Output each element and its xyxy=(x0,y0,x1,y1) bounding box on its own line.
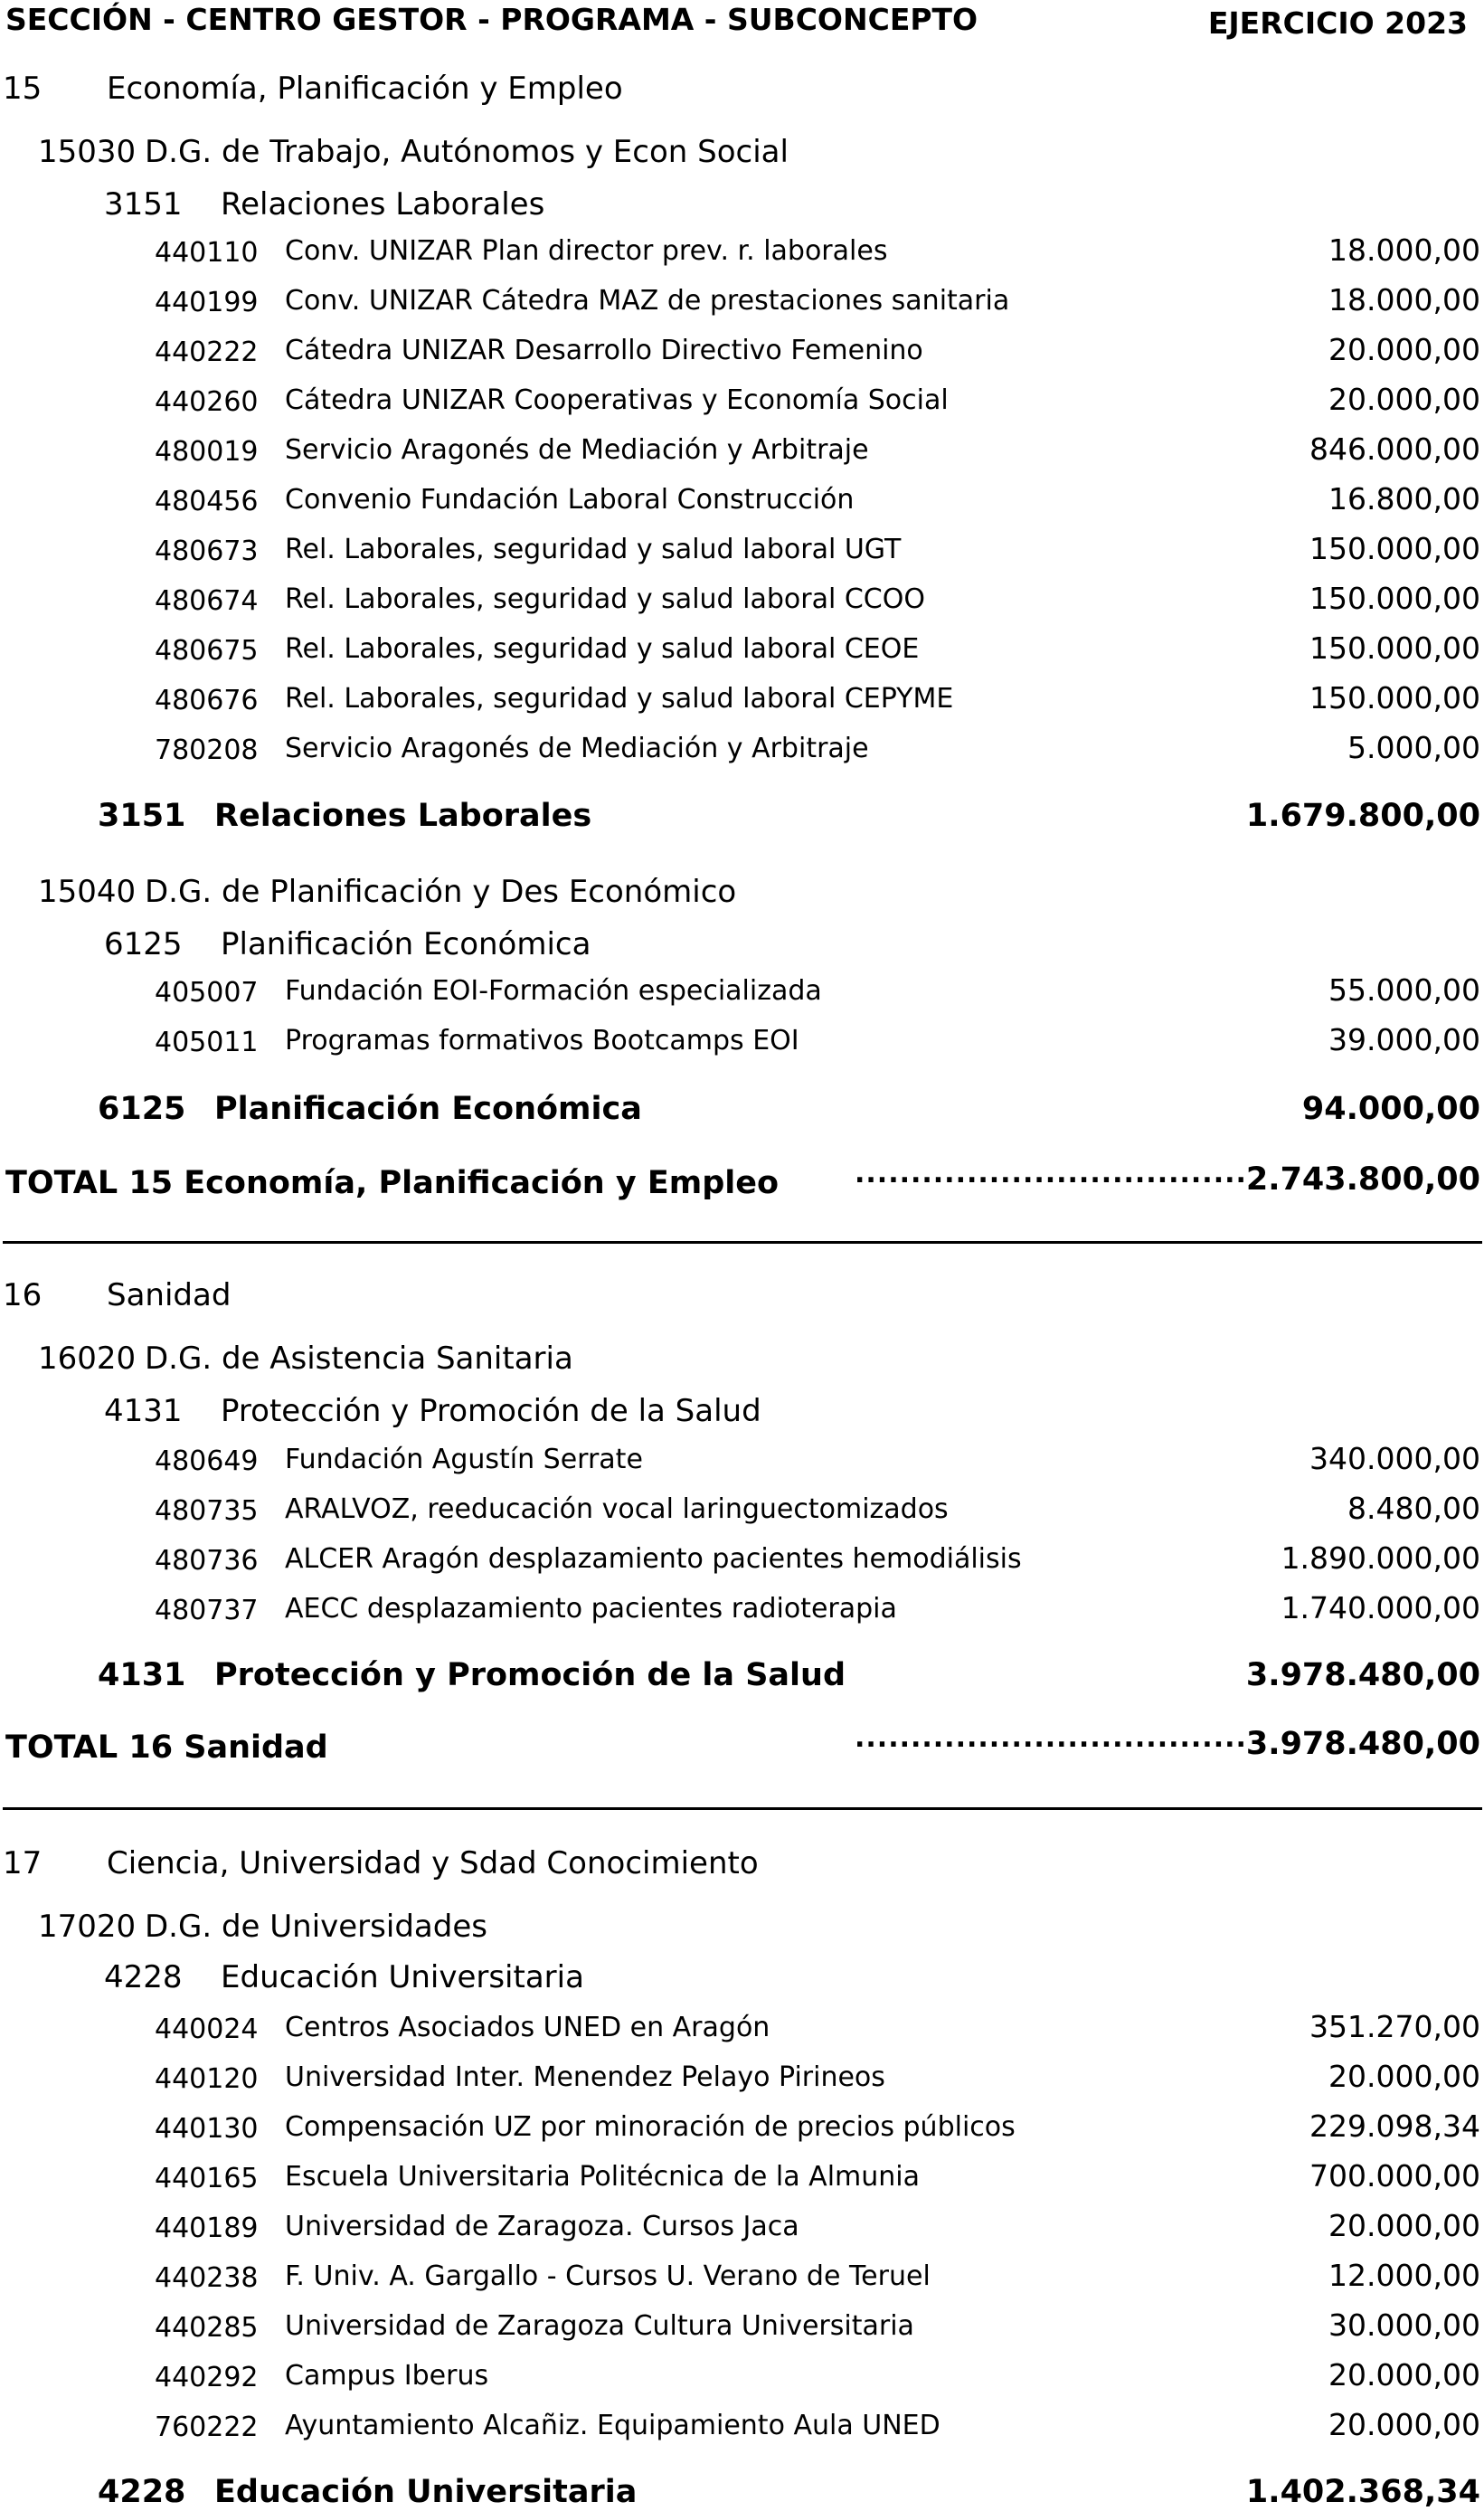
line-item-description: Escuela Universitaria Politécnica de la Almunia xyxy=(285,2161,920,2193)
line-item-description: Conv. UNIZAR Plan director prev. r. laborales xyxy=(285,235,888,267)
line-item-description: ARALVOZ, reeducación vocal laringuectomizados xyxy=(285,1493,949,1525)
center-code: 16020 xyxy=(38,1341,137,1377)
section-total-leader-dots: ................................... xyxy=(855,1722,1247,1754)
program-subtotal-code: 3151 xyxy=(98,798,186,834)
program-code: 3151 xyxy=(104,186,183,223)
section-divider xyxy=(3,1807,1482,1810)
line-item-code: 440024 xyxy=(155,2014,259,2045)
line-item-amount: 55.000,00 xyxy=(1328,972,1480,1008)
center-code: 17020 xyxy=(38,1909,137,1945)
line-item-description: Campus Iberus xyxy=(285,2360,489,2392)
section-name: Ciencia, Universidad y Sdad Conocimiento xyxy=(107,1845,759,1881)
line-item-amount: 1.890.000,00 xyxy=(1281,1540,1480,1576)
line-item-description: Conv. UNIZAR Cátedra MAZ de prestaciones sanitaria xyxy=(285,285,1010,317)
program-subtotal-name: Planificación Económica xyxy=(214,1091,642,1127)
section-divider xyxy=(3,1241,1482,1244)
program-name: Protección y Promoción de la Salud xyxy=(221,1393,761,1429)
line-item-amount: 30.000,00 xyxy=(1328,2307,1480,2343)
fiscal-year-label: EJERCICIO 2023 xyxy=(1207,5,1468,41)
line-item-code: 440285 xyxy=(155,2312,259,2344)
line-item-code: 480676 xyxy=(155,685,259,716)
line-item-amount: 39.000,00 xyxy=(1328,1022,1480,1057)
section-code: 15 xyxy=(3,71,43,107)
line-item-code: 480673 xyxy=(155,535,259,567)
line-item-code: 440130 xyxy=(155,2113,259,2145)
report-header-title: SECCIÓN - CENTRO GESTOR - PROGRAMA - SUBCONCEPTO xyxy=(5,2,978,37)
program-subtotal-amount: 3.978.480,00 xyxy=(1245,1657,1480,1693)
program-code: 4131 xyxy=(104,1393,183,1429)
line-item-code: 440120 xyxy=(155,2063,259,2095)
line-item-code: 440222 xyxy=(155,336,259,368)
section-code: 16 xyxy=(3,1277,43,1313)
line-item-amount: 20.000,00 xyxy=(1328,2208,1480,2243)
line-item-code: 480737 xyxy=(155,1595,259,1626)
line-item-description: Universidad de Zaragoza Cultura Universitaria xyxy=(285,2310,914,2342)
line-item-code: 480019 xyxy=(155,436,259,468)
program-subtotal-amount: 1.402.368,34 xyxy=(1245,2474,1480,2510)
line-item-description: Cátedra UNIZAR Cooperativas y Economía Social xyxy=(285,384,949,416)
line-item-code: 440189 xyxy=(155,2213,259,2244)
center-code: 15040 xyxy=(38,874,137,910)
line-item-amount: 12.000,00 xyxy=(1328,2258,1480,2293)
line-item-description: Universidad de Zaragoza. Cursos Jaca xyxy=(285,2211,799,2242)
program-name: Educación Universitaria xyxy=(221,1959,584,1995)
line-item-amount: 20.000,00 xyxy=(1328,2407,1480,2442)
line-item-description: Compensación UZ por minoración de precios públicos xyxy=(285,2111,1016,2143)
center-name: D.G. de Universidades xyxy=(145,1909,487,1945)
line-item-amount: 5.000,00 xyxy=(1347,730,1480,765)
line-item-description: Rel. Laborales, seguridad y salud laboral CEPYME xyxy=(285,683,954,715)
line-item-code: 440110 xyxy=(155,237,259,269)
line-item-description: Rel. Laborales, seguridad y salud laboral CCOO xyxy=(285,583,925,615)
line-item-code: 480675 xyxy=(155,635,259,667)
line-item-amount: 150.000,00 xyxy=(1309,531,1480,566)
line-item-code: 480649 xyxy=(155,1445,259,1477)
center-name: D.G. de Asistencia Sanitaria xyxy=(145,1341,573,1377)
program-code: 6125 xyxy=(104,926,183,962)
line-item-code: 480456 xyxy=(155,486,259,517)
section-name: Economía, Planificación y Empleo xyxy=(107,71,623,107)
line-item-description: Fundación Agustín Serrate xyxy=(285,1444,643,1475)
center-code: 15030 xyxy=(38,134,137,170)
line-item-code: 440199 xyxy=(155,287,259,318)
line-item-description: AECC desplazamiento pacientes radioterapia xyxy=(285,1593,897,1625)
line-item-amount: 846.000,00 xyxy=(1309,431,1480,467)
line-item-code: 440292 xyxy=(155,2362,259,2393)
line-item-amount: 351.270,00 xyxy=(1309,2009,1480,2044)
line-item-amount: 150.000,00 xyxy=(1309,630,1480,666)
line-item-amount: 20.000,00 xyxy=(1328,332,1480,367)
section-total-label: TOTAL 15 Economía, Planificación y Empleo xyxy=(5,1165,780,1201)
program-code: 4228 xyxy=(104,1959,183,1995)
line-item-amount: 20.000,00 xyxy=(1328,2357,1480,2393)
line-item-description: Servicio Aragonés de Mediación y Arbitraje xyxy=(285,434,869,466)
line-item-description: Servicio Aragonés de Mediación y Arbitraje xyxy=(285,733,869,764)
program-subtotal-code: 4131 xyxy=(98,1657,186,1693)
line-item-code: 405007 xyxy=(155,977,259,1009)
program-name: Planificación Económica xyxy=(221,926,591,962)
program-subtotal-code: 4228 xyxy=(98,2474,186,2510)
line-item-code: 480674 xyxy=(155,585,259,617)
line-item-amount: 20.000,00 xyxy=(1328,382,1480,417)
line-item-amount: 18.000,00 xyxy=(1328,282,1480,317)
line-item-amount: 150.000,00 xyxy=(1309,680,1480,715)
line-item-amount: 229.098,34 xyxy=(1309,2108,1480,2144)
program-subtotal-code: 6125 xyxy=(98,1091,186,1127)
center-name: D.G. de Planificación y Des Económico xyxy=(145,874,737,910)
line-item-amount: 150.000,00 xyxy=(1309,581,1480,616)
center-name: D.G. de Trabajo, Autónomos y Econ Social xyxy=(145,134,789,170)
program-subtotal-name: Protección y Promoción de la Salud xyxy=(214,1657,846,1693)
line-item-description: Cátedra UNIZAR Desarrollo Directivo Femenino xyxy=(285,335,923,366)
section-name: Sanidad xyxy=(107,1277,232,1313)
line-item-amount: 18.000,00 xyxy=(1328,232,1480,268)
line-item-amount: 700.000,00 xyxy=(1309,2158,1480,2194)
line-item-description: Programas formativos Bootcamps EOI xyxy=(285,1025,799,1057)
line-item-code: 480736 xyxy=(155,1545,259,1577)
section-code: 17 xyxy=(3,1845,43,1881)
line-item-description: Convenio Fundación Laboral Construcción xyxy=(285,484,855,516)
section-total-label: TOTAL 16 Sanidad xyxy=(5,1729,328,1766)
program-subtotal-amount: 1.679.800,00 xyxy=(1245,798,1480,834)
line-item-amount: 1.740.000,00 xyxy=(1281,1590,1480,1625)
line-item-description: Universidad Inter. Menendez Pelayo Pirineos xyxy=(285,2061,885,2093)
line-item-description: Fundación EOI-Formación especializada xyxy=(285,975,822,1007)
line-item-code: 440165 xyxy=(155,2163,259,2194)
program-subtotal-name: Educación Universitaria xyxy=(214,2474,638,2510)
line-item-code: 440260 xyxy=(155,386,259,418)
line-item-code: 760222 xyxy=(155,2412,259,2443)
program-subtotal-name: Relaciones Laborales xyxy=(214,798,592,834)
line-item-amount: 20.000,00 xyxy=(1328,2059,1480,2094)
line-item-code: 480735 xyxy=(155,1495,259,1527)
line-item-description: Ayuntamiento Alcañiz. Equipamiento Aula UNED xyxy=(285,2410,940,2441)
line-item-description: F. Univ. A. Gargallo - Cursos U. Verano de Teruel xyxy=(285,2260,931,2292)
section-total-leader-dots: ................................... xyxy=(855,1158,1247,1189)
section-total-amount: 2.743.800,00 xyxy=(1245,1161,1480,1198)
line-item-amount: 340.000,00 xyxy=(1309,1441,1480,1476)
line-item-amount: 8.480,00 xyxy=(1347,1491,1480,1526)
line-item-description: ALCER Aragón desplazamiento pacientes hemodiálisis xyxy=(285,1543,1022,1575)
line-item-code: 780208 xyxy=(155,734,259,766)
line-item-code: 405011 xyxy=(155,1027,259,1058)
section-total-amount: 3.978.480,00 xyxy=(1245,1726,1480,1762)
line-item-description: Centros Asociados UNED en Aragón xyxy=(285,2012,770,2043)
line-item-description: Rel. Laborales, seguridad y salud laboral UGT xyxy=(285,534,902,565)
line-item-code: 440238 xyxy=(155,2262,259,2294)
program-subtotal-amount: 94.000,00 xyxy=(1301,1091,1480,1127)
program-name: Relaciones Laborales xyxy=(221,186,545,223)
line-item-amount: 16.800,00 xyxy=(1328,481,1480,516)
line-item-description: Rel. Laborales, seguridad y salud laboral CEOE xyxy=(285,633,920,665)
